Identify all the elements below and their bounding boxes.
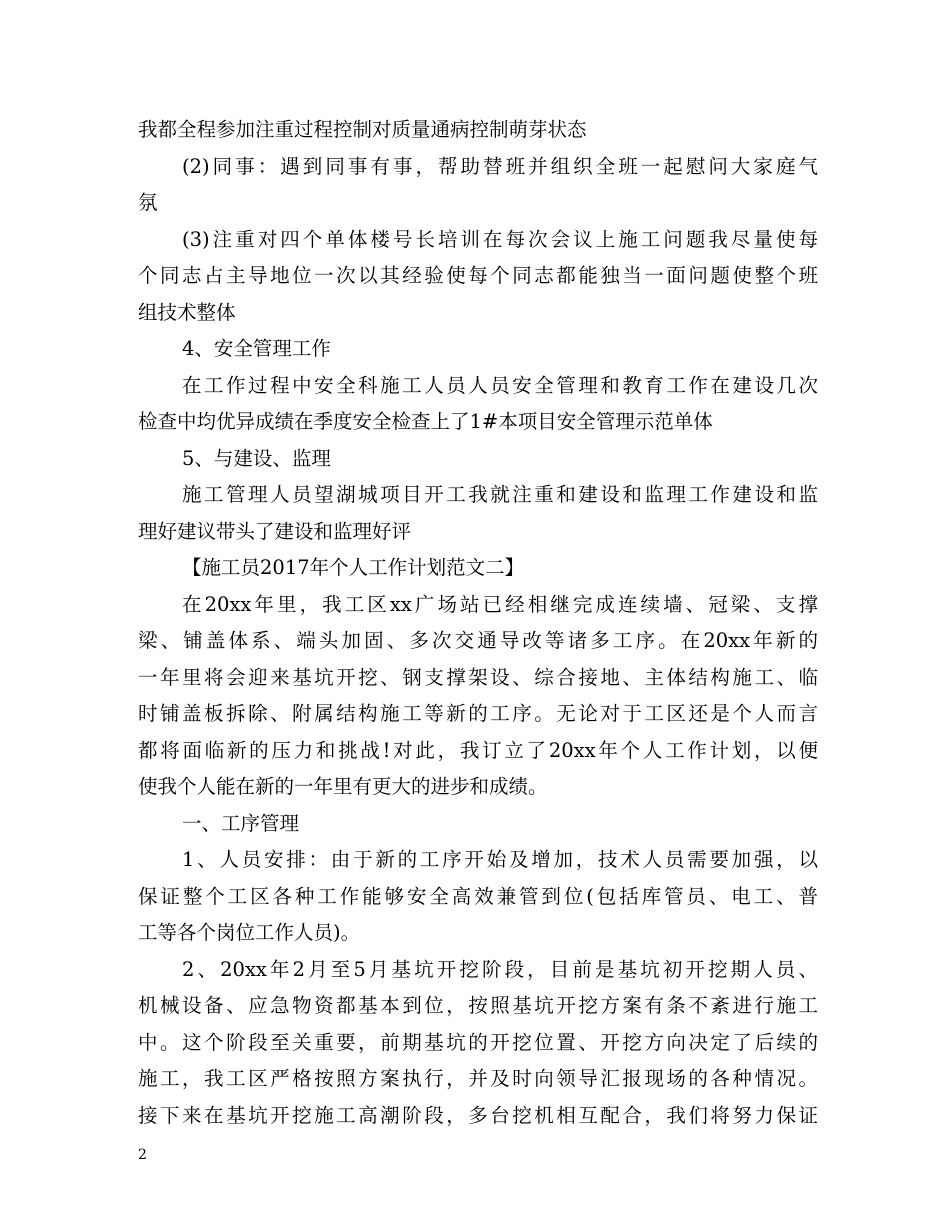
text-line: 机械设备、应急物资都基本到位，按照基坑开挖方案有条不紊进行施工 — [138, 994, 818, 1017]
text-line: 一、工序管理 — [182, 811, 300, 835]
text-line: 中。这个阶段至关重要，前期基坑的开挖位置、开挖方向决定了后续的 — [138, 1030, 818, 1054]
text-line: 施工管理人员望湖城项目开工我就注重和建设和监理工作建设和监 — [182, 483, 818, 506]
text-line: 【施工员2017年个人工作计划范文二】 — [182, 556, 525, 579]
text-line: 我都全程参加注重过程控制对质量通病控制萌芽状态 — [138, 118, 587, 141]
text-line: 工等各个岗位工作人员)。 — [138, 921, 361, 944]
text-line: 检查中均优异成绩在季度安全检查上了1#本项目安全管理示范单体 — [138, 410, 713, 433]
text-line: 时铺盖板拆除、附属结构施工等新的工序。无论对于工区还是个人而言 — [138, 702, 818, 725]
text-line: 组技术整体 — [138, 300, 236, 324]
text-line: 使我个人能在新的一年里有更大的进步和成绩。 — [138, 775, 548, 798]
text-line: 理好建议带头了建设和监理好评 — [138, 519, 412, 543]
text-line: 一年里将会迎来基坑开挖、钢支撑架设、综合接地、主体结构施工、临 — [138, 665, 818, 689]
document-body — [138, 112, 818, 1134]
text-line: 施工，我工区严格按照方案执行，并及时向领导汇报现场的各种情况。 — [138, 1067, 818, 1090]
text-line: 个同志占主导地位一次以其经验使每个同志都能独当一面问题使整个班 — [138, 264, 818, 287]
text-line: 在20xx年里，我工区xx广场站已经相继完成连续墙、冠梁、支撑 — [182, 592, 818, 616]
text-line: 4、安全管理工作 — [182, 337, 331, 360]
text-line: 氛 — [138, 191, 158, 214]
text-line: 1、人员安排：由于新的工序开始及增加，技术人员需要加强，以 — [182, 848, 818, 871]
text-line: 保证整个工区各种工作能够安全高效兼管到位(包括库管员、电工、普 — [138, 884, 818, 908]
text-line: 2、20xx年2月至5月基坑开挖阶段，目前是基坑初开挖期人员、 — [182, 957, 818, 981]
text-line: 接下来在基坑开挖施工高潮阶段，多台挖机相互配合，我们将努力保证 — [138, 1103, 818, 1127]
text-line: 5、与建设、监理 — [182, 446, 331, 470]
text-line: 在工作过程中安全科施工人员人员安全管理和教育工作在建设几次 — [182, 373, 818, 397]
text-line: 梁、铺盖体系、端头加固、多次交通导改等诸多工序。在20xx年新的 — [138, 629, 818, 652]
text-line: (3)注重对四个单体楼号长培训在每次会议上施工问题我尽量使每 — [182, 227, 818, 251]
text-line: (2)同事：遇到同事有事，帮助替班并组织全班一起慰问大家庭气 — [182, 154, 818, 178]
text-line: 都将面临新的压力和挑战!对此，我订立了20xx年个人工作计划，以便 — [138, 738, 818, 762]
page-number: 2 — [138, 1147, 147, 1163]
